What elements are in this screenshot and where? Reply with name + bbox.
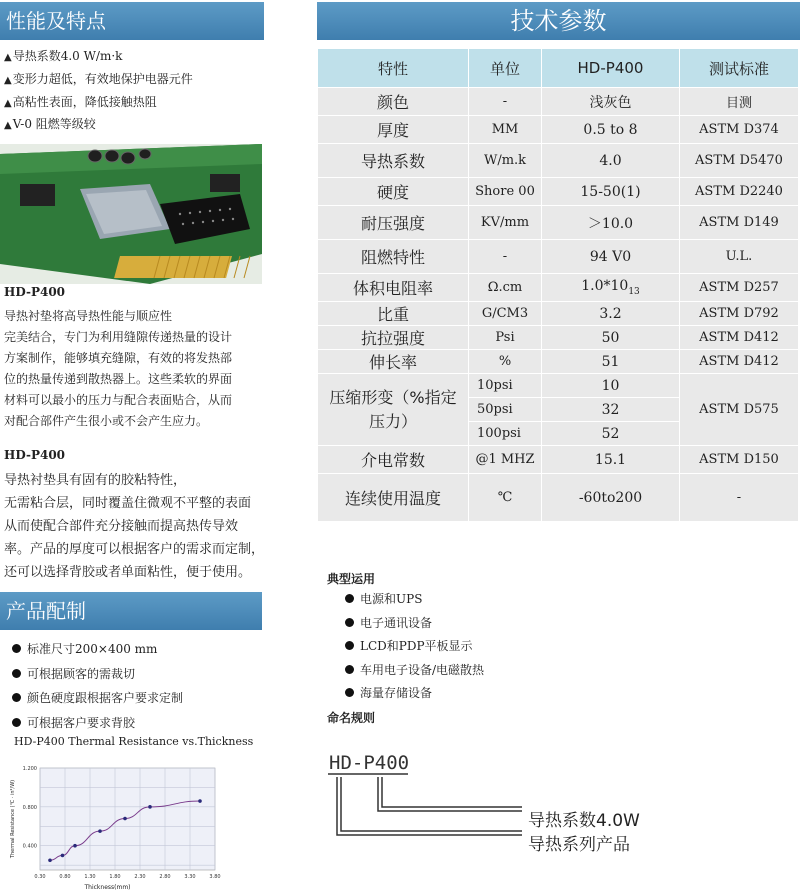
cell-property: 厚度 (318, 116, 469, 144)
table-row (318, 144, 799, 178)
feature-item: ▲V-0 阻燃等级较 (4, 117, 96, 132)
feature-item: ▲变形力超低，有效地保护电器元件 (4, 71, 193, 86)
y-tick-label: 0.400 (22, 843, 37, 850)
table-row (318, 116, 799, 144)
table-row (318, 474, 799, 522)
bullet-icon (345, 594, 354, 603)
cell-standard: ASTM D792 (680, 302, 799, 326)
bullet-icon (345, 618, 354, 627)
pcb-product-photo (0, 144, 262, 284)
cell-property: 压缩形变（%指定压力） (318, 374, 469, 446)
config-item: 颜色硬度跟根据客户要求定制 (12, 686, 272, 711)
cell-standard: ASTM D575 (680, 374, 799, 446)
cell-value: ＞10.0 (542, 206, 680, 240)
x-axis-label: Thickness(mm) (84, 884, 131, 891)
data-point (98, 829, 102, 833)
feature-item: ▲导热系数4.0 W/m·k (4, 49, 123, 63)
bullet-icon (345, 688, 354, 697)
cell-unit: @1 MHZ (469, 446, 542, 474)
cell-property: 导热系数 (318, 144, 469, 178)
thermal-resistance-chart (0, 758, 225, 893)
application-item: 电子通讯设备 (345, 612, 484, 636)
description-paragraph-2: 导热衬垫具有固有的胶粘特性， 无需粘合层，同时覆盖住微观不平整的表面 从而使配合部件充分接触而提高热传导效 率。产品的厚度可以根据客户的需求而定制， 还可以选择背胶或者单面粘性，便于使用。 (4, 473, 265, 580)
x-tick-label: 1.80 (109, 874, 121, 880)
table-row (318, 446, 799, 474)
cell-standard: ASTM D412 (680, 350, 799, 374)
config-item: 可根据顾客的需裁切 (12, 662, 272, 687)
x-tick-label: 3.30 (184, 874, 196, 880)
data-point (148, 805, 152, 809)
applications-list (345, 588, 484, 706)
cell-standard: ASTM D149 (680, 206, 799, 240)
cell-value: 51 (542, 350, 680, 374)
cell-unit: MM (469, 116, 542, 144)
cell-property: 颜色 (318, 88, 469, 116)
cell-unit: KV/mm (469, 206, 542, 240)
cell-value: 32 (542, 398, 680, 422)
cell-property: 介电常数 (318, 446, 469, 474)
x-tick-label: 3.80 (209, 874, 221, 880)
features-header: 性能及特点 (0, 2, 264, 40)
cell-standard: 目测 (680, 88, 799, 116)
cell-unit: 50psi (469, 398, 542, 422)
cell-property: 阻燃特性 (318, 240, 469, 274)
table-row (318, 206, 799, 240)
cell-standard: ASTM D374 (680, 116, 799, 144)
table-row (318, 178, 799, 206)
cell-unit: G/CM3 (469, 302, 542, 326)
cell-unit: W/m.k (469, 144, 542, 178)
cell-value: 4.0 (542, 144, 680, 178)
cell-value: 52 (542, 422, 680, 446)
config-item: 可根据客户要求背胶 (12, 711, 272, 736)
application-item: 海量存储设备 (345, 682, 484, 706)
y-tick-label: 0.800 (22, 804, 37, 811)
config-header: 产品配制 (0, 592, 262, 630)
table-row (318, 374, 799, 398)
cell-value: 浅灰色 (542, 88, 680, 116)
bullet-icon (345, 641, 354, 650)
data-point (61, 854, 65, 858)
cell-value: 15.1 (542, 446, 680, 474)
cell-value: -60to200 (542, 474, 680, 522)
col-header: HD-P400 (542, 49, 680, 88)
tech-params-header: 技术参数 (317, 2, 800, 40)
feature-item: ▲高粘性表面，降低接触热阻 (4, 94, 157, 109)
data-point (123, 817, 127, 821)
cell-unit: Psi (469, 326, 542, 350)
col-header: 测试标准 (680, 49, 799, 88)
features-list (4, 46, 264, 137)
application-item: 车用电子设备/电磁散热 (345, 659, 484, 683)
y-axis-label: Thermal Resistance (℃ · in²/W) (10, 779, 16, 859)
bullet-icon (12, 644, 21, 653)
cell-unit: Shore 00 (469, 178, 542, 206)
application-item: LCD和PDP平板显示 (345, 635, 484, 659)
applications-title: 典型运用 (327, 572, 376, 586)
table-row (318, 88, 799, 116)
data-point (73, 844, 77, 848)
cell-standard: U.L. (680, 240, 799, 274)
naming-rule-title: 命名规则 (327, 711, 376, 725)
cell-value: 0.5 to 8 (542, 116, 680, 144)
table-row (318, 326, 799, 350)
cell-standard: ASTM D150 (680, 446, 799, 474)
cell-unit: 10psi (469, 374, 542, 398)
cell-standard: ASTM D257 (680, 274, 799, 302)
table-row (318, 274, 799, 302)
cell-unit: % (469, 350, 542, 374)
cell-unit: Ω.cm (469, 274, 542, 302)
table-row (318, 350, 799, 374)
cell-standard: ASTM D5470 (680, 144, 799, 178)
cell-value: $1.0*10_{13}$ (542, 274, 680, 302)
cell-unit: 100psi (469, 422, 542, 446)
x-tick-label: 0.30 (34, 874, 46, 880)
col-header: 特性 (318, 49, 469, 88)
x-tick-label: 2.80 (159, 874, 171, 880)
cell-standard: ASTM D2240 (680, 178, 799, 206)
data-point (198, 799, 202, 803)
col-header: 单位 (469, 49, 542, 88)
description-paragraph-1: 导热衬垫将高导热性能与顺应性 完美结合，专门为利用缝隙传递热量的设计 方案制作，能够填充缝隙，有效的将发热部 位的热量传递到散热器上。这些柔软的界面 材料可以最小的压力与配合表面贴合，从而 对配合部件产生很小或不会产生应力。 (4, 309, 233, 428)
table-row (318, 302, 799, 326)
naming-label-conductivity: 导热系数4.0W (528, 811, 640, 831)
cell-value: 10 (542, 374, 680, 398)
table-row (318, 240, 799, 274)
bullet-icon (12, 669, 21, 678)
naming-model-code: HD-P400 (329, 752, 410, 774)
model-label: HD-P400 (4, 285, 66, 299)
cell-standard: ASTM D412 (680, 326, 799, 350)
chart-title: HD-P400 Thermal Resistance vs.Thickness (14, 735, 254, 748)
cell-unit: ℃ (469, 474, 542, 522)
cell-unit: - (469, 240, 542, 274)
x-tick-label: 1.30 (84, 874, 96, 880)
table-header-row (318, 49, 799, 88)
bullet-icon (12, 693, 21, 702)
naming-label-series: 导热系列产品 (528, 835, 630, 855)
cell-property: 抗拉强度 (318, 326, 469, 350)
application-item: 电源和UPS (345, 588, 484, 612)
y-tick-label: 1.200 (22, 766, 37, 772)
cell-value: 3.2 (542, 302, 680, 326)
cell-standard: - (680, 474, 799, 522)
data-point (48, 858, 52, 862)
config-item: 标准尺寸200×400 mm (12, 637, 272, 662)
cell-property: 连续使用温度 (318, 474, 469, 522)
cell-property: 伸长率 (318, 350, 469, 374)
bullet-icon (12, 718, 21, 727)
cell-value: 94 V0 (542, 240, 680, 274)
spec-table (317, 48, 799, 522)
cell-unit: - (469, 88, 542, 116)
x-tick-label: 0.80 (59, 874, 71, 880)
cell-value: 50 (542, 326, 680, 350)
bullet-icon (345, 665, 354, 674)
cell-property: 体积电阻率 (318, 274, 469, 302)
x-tick-label: 2.30 (134, 874, 146, 880)
config-list (12, 637, 272, 735)
cell-value: 15-50(1) (542, 178, 680, 206)
cell-property: 硬度 (318, 178, 469, 206)
cell-property: 耐压强度 (318, 206, 469, 240)
plot-area (40, 768, 215, 870)
cell-property: 比重 (318, 302, 469, 326)
model-label: HD-P400 (4, 448, 66, 462)
